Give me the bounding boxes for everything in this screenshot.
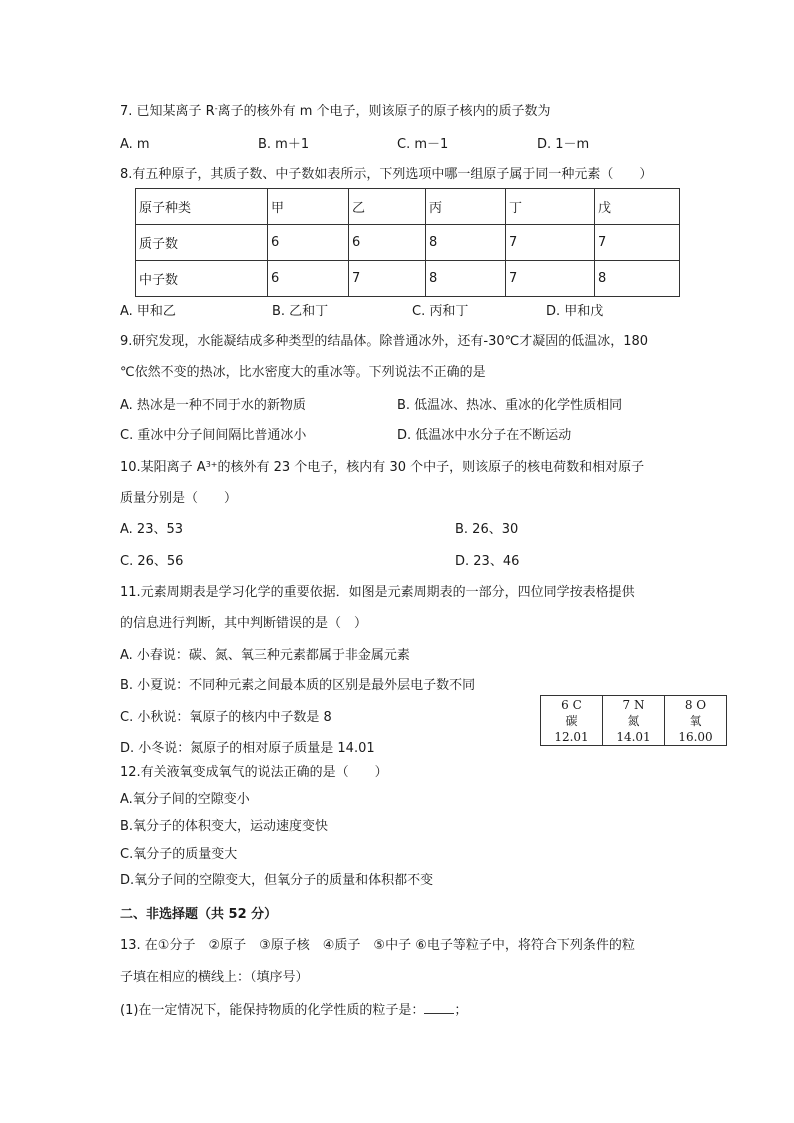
q8-option-a: A. 甲和乙 [120,304,176,319]
q11-option-d: D. 小冬说：氮原子的相对原子质量是 14.01 [120,741,375,756]
table-cell: 6 [268,225,349,261]
element-mass: 14.01 [616,729,651,744]
table-cell: 8 [595,261,680,297]
q13-sub1-end: ； [454,1003,468,1018]
table-header-cell: 原子种类 [136,189,268,225]
question-10-line-2: 质量分别是（ ） [120,491,238,506]
table-cell: 质子数 [136,225,268,261]
table-cell: 7 [506,225,595,261]
q10-option-d: D. 23、46 [455,554,520,569]
q13-sub1-text: (1)在一定情况下，能保持物质的化学性质的粒子是： [120,1003,425,1018]
table-header-row [136,189,680,225]
q7-stem-post: 离子的核外有 m 个电子，则该原子的原子核内的质子数为 [217,104,551,119]
question-13-line-1: 13. 在①分子 ②原子 ③原子核 ④质子 ⑤中子 ⑥电子等粒子中，将符合下列条件的粒 [120,938,635,953]
table-header-cell: 乙 [349,189,426,225]
q11-option-c: C. 小秋说：氧原子的核内中子数是 8 [120,710,332,725]
table-header-cell: 甲 [268,189,349,225]
answer-blank[interactable] [424,1001,454,1014]
q12-option-c: C.氧分子的质量变大 [120,847,238,862]
element-mass: 16.00 [678,729,713,744]
table-header-cell: 戊 [595,189,680,225]
q9-option-c: C. 重冰中分子间间隔比普通冰小 [120,428,307,443]
q9-option-a: A. 热冰是一种不同于水的新物质 [120,398,306,413]
element-name: 氮 [627,713,640,728]
question-12-stem: 12.有关液氧变成氧气的说法正确的是（ ） [120,765,388,780]
element-name: 氧 [689,713,702,728]
question-11-line-1: 11.元素周期表是学习化学的重要依据．如图是元素周期表的一部分，四位同学按表格提供 [120,585,635,600]
q10-line1-pre: 10.某阳离子 A [120,460,206,475]
question-7-stem [120,103,551,121]
element-cell-carbon [541,696,603,746]
element-cell-nitrogen [603,696,665,746]
question-9-line-1: 9.研究发现，水能凝结成多种类型的结晶体。除普通冰外，还有-30℃才凝固的低温冰，180 [120,334,649,349]
table-cell: 6 [349,225,426,261]
q12-option-b: B.氧分子的体积变大，运动速度变快 [120,819,329,834]
q10-line1-sup: 3+ [205,460,218,469]
element-number-symbol: 8 O [684,697,707,712]
element-number-symbol: 6 C [561,697,582,712]
q8-option-d: D. 甲和戊 [546,304,604,319]
q9-option-d: D. 低温冰中水分子在不断运动 [397,428,572,443]
q8-option-b: B. 乙和丁 [272,304,329,319]
table-cell: 8 [426,261,506,297]
table-cell: 7 [595,225,680,261]
q8-atom-table [135,188,680,297]
element-number-symbol: 7 N [622,697,645,712]
question-10-line-1 [120,459,644,477]
section-2-title: 二、非选择题（共 52 分） [120,907,278,922]
table-row [136,225,680,261]
table-cell: 中子数 [136,261,268,297]
question-13-line-2: 子填在相应的横线上：（填序号） [120,970,309,985]
q11-option-b: B. 小夏说：不同种元素之间最本质的区别是最外层电子数不同 [120,678,476,693]
q10-option-c: C. 26、56 [120,554,184,569]
q8-option-c: C. 丙和丁 [412,304,469,319]
table-header-cell: 丁 [506,189,595,225]
question-11-line-2: 的信息进行判断，其中判断错误的是（ ） [120,616,368,631]
element-cell-oxygen [665,696,727,746]
table-cell: 7 [506,261,595,297]
q12-option-a: A.氧分子间的空隙变小 [120,792,250,807]
q7-option-d: D. 1－m [537,137,590,152]
question-9-line-2: ℃依然不变的热冰，比水密度大的重冰等。下列说法不正确的是 [120,365,486,380]
q12-option-d: D.氧分子间的空隙变大，但氧分子的质量和体积都不变 [120,873,434,888]
question-13-sub-1 [120,1001,467,1020]
table-cell: 6 [268,261,349,297]
element-name: 碳 [565,713,578,728]
q10-line1-post: 的核外有 23 个电子，核内有 30 个中子，则该原子的核电荷数和相对原子 [217,460,645,475]
table-header-cell: 丙 [426,189,506,225]
q7-stem-pre: 7. 已知某离子 R [120,104,215,119]
q9-option-b: B. 低温冰、热冰、重冰的化学性质相同 [397,398,623,413]
periodic-table-row [541,696,727,746]
q10-option-a: A. 23、53 [120,522,184,537]
q10-option-b: B. 26、30 [455,522,519,537]
element-mass: 12.01 [554,729,589,744]
q7-option-b: B. m＋1 [258,137,310,152]
periodic-table-excerpt [540,695,727,746]
table-cell: 8 [426,225,506,261]
q7-option-c: C. m－1 [397,137,449,152]
table-row [136,261,680,297]
q7-stem-sup: - [214,104,218,113]
q11-option-a: A. 小春说：碳、氮、氧三种元素都属于非金属元素 [120,648,410,663]
q7-option-a: A. m [120,137,150,152]
table-cell: 7 [349,261,426,297]
question-8-stem: 8.有五种原子，其质子数、中子数如表所示，下列选项中哪一组原子属于同一种元素（ ） [120,167,653,182]
